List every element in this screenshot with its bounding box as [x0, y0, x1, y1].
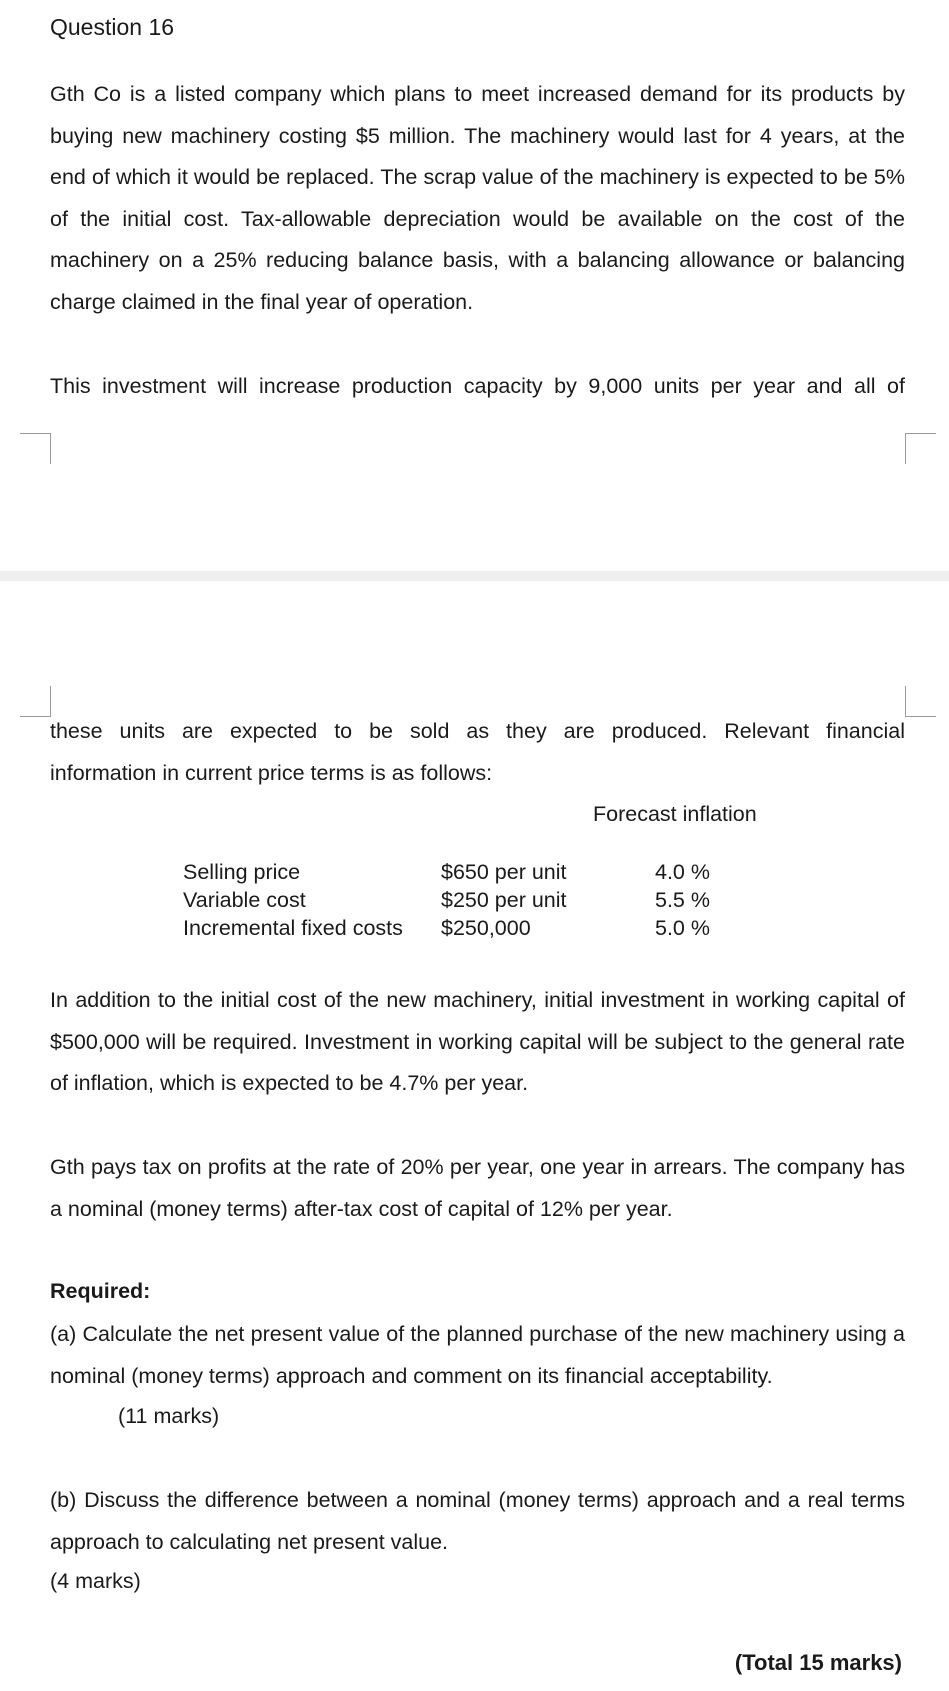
page-break [0, 571, 949, 581]
part-a-text: (a) Calculate the net present value of the planned purchase of the new machinery using a nominal (money terms) approach and comment on its financial acceptability. [50, 1322, 905, 1388]
table-row [183, 914, 755, 942]
working-capital-paragraph: In addition to the initial cost of the new machinery, initial investment in working capital of $500,000 will be required. Investment in working capital will be subject to the general rate of inflation, which is expected to be 4.7% per year. [50, 988, 905, 1095]
question-title: Question 16 [50, 14, 175, 40]
page-section-top [0, 0, 949, 571]
row-label: Variable cost [183, 888, 306, 912]
total-marks: (Total 15 marks) [734, 1650, 902, 1675]
capacity-text-line-1: This investment will increase production capacity by 9,000 units per year and all of [50, 374, 905, 398]
page-corner-mark-bottom-right [905, 686, 936, 717]
page-corner-mark-bottom-left [20, 686, 51, 717]
required-heading: Required: [50, 1279, 151, 1303]
table-row [183, 858, 755, 886]
capacity-text-line-2: these units are expected to be sold as they are produced. Relevant financial [50, 719, 905, 743]
financial-info-table [183, 858, 755, 942]
row-amount: $250,000 [441, 916, 531, 940]
row-inflation: 5.0 % [655, 916, 710, 940]
row-amount: $650 per unit [441, 860, 567, 884]
part-a-marks: (11 marks) [118, 1404, 220, 1428]
forecast-inflation-header: Forecast inflation [593, 802, 757, 826]
row-inflation: 5.5 % [655, 888, 710, 912]
part-b-text: (b) Discuss the difference between a nominal (money terms) approach and a real terms approach to calculating net present value. [50, 1488, 905, 1554]
page-corner-mark-top-left [20, 433, 51, 464]
part-b-marks: (4 marks) [50, 1569, 141, 1593]
row-inflation: 4.0 % [655, 860, 710, 884]
row-label: Incremental fixed costs [183, 916, 403, 940]
row-amount: $250 per unit [441, 888, 567, 912]
page-corner-mark-top-right [905, 433, 936, 464]
tax-paragraph: Gth pays tax on profits at the rate of 20% per year, one year in arrears. The company has a nominal (money terms) after-tax cost of capital of 12% per year. [50, 1155, 905, 1221]
row-label: Selling price [183, 860, 301, 884]
table-row [183, 886, 755, 914]
capacity-text-line-3: information in current price terms is as follows: [50, 761, 493, 785]
intro-paragraph: Gth Co is a listed company which plans to meet increased demand for its products by buying new machinery costing $5 million. The machinery would last for 4 years, at the end of which it would be replaced. The scrap value of the machinery is expected to be 5% of the initial cost. Tax-allowable depreciation would be available on the cost of the machinery on a 25% reducing balance basis, with a balancing allowance or balancing charge claimed in the final year of operation. [50, 82, 905, 314]
